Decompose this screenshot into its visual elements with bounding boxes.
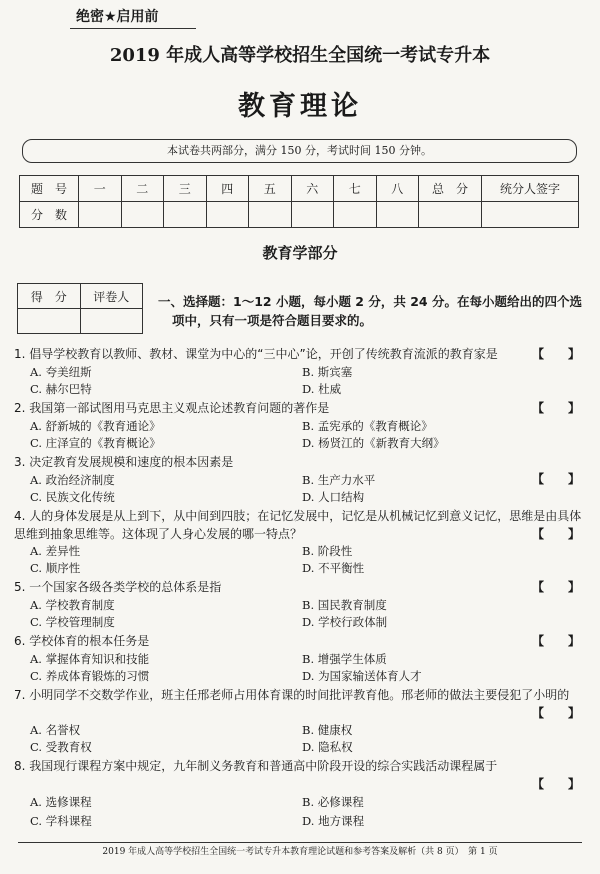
grader-table bbox=[17, 283, 143, 334]
question-1-stem: 1. 倡导学校教育以教师、教材、课堂为中心的“三中心”论，开创了传统教育流派的教育家是 bbox=[14, 347, 498, 361]
question-4-answer-bracket: 【 】 bbox=[531, 527, 580, 541]
question-4-stem: 4. 人的身体发展是从上到下，从中间到四肢；在记忆发展中，记忆是从机械记忆到意义记忆，思维是由具体思维到抽象思维等。这体现了人身心发展的哪一特点？ bbox=[14, 509, 582, 541]
question-2-answer-bracket: 【 】 bbox=[531, 401, 580, 415]
question-4-option-d: D. 不平衡性 bbox=[302, 561, 365, 575]
score-col-1: 一 bbox=[79, 176, 122, 202]
score-col-4: 四 bbox=[206, 176, 249, 202]
section-title: 教育学部分 bbox=[262, 244, 338, 262]
instruction-line-2: 项中，只有一项是符合题目要求的。 bbox=[172, 313, 373, 328]
score-cell bbox=[249, 202, 292, 228]
subject-title: 教育理论 bbox=[238, 91, 362, 122]
question-2-option-a: A. 舒新城的《教育通论》 bbox=[30, 419, 161, 433]
question-4-option-a: A. 差异性 bbox=[30, 544, 81, 558]
question-7-stem: 7. 小明同学不交数学作业，班主任邢老师占用体育课的时间批评教育他。邢老师的做法主要侵犯了小明的 bbox=[14, 688, 570, 702]
question-3-option-d: D. 人口结构 bbox=[302, 490, 365, 504]
question-4-option-b: B. 阶段性 bbox=[302, 544, 353, 558]
exam-title: 2019 年成人高等学校招生全国统一考试专升本 bbox=[109, 45, 491, 66]
score-cell bbox=[419, 202, 482, 228]
score-value-label: 分 数 bbox=[20, 202, 79, 228]
question-6-stem: 6. 学校体育的根本任务是 bbox=[14, 634, 150, 648]
question-3-option-b: B. 生产力水平 bbox=[302, 473, 376, 487]
score-col-2: 二 bbox=[121, 176, 164, 202]
score-table-header-row bbox=[20, 176, 579, 202]
question-2-option-d: D. 杨贤江的《新教育大纲》 bbox=[302, 436, 445, 450]
score-cell bbox=[376, 202, 419, 228]
score-cell bbox=[291, 202, 334, 228]
question-5-option-c: C. 学校管理制度 bbox=[30, 615, 115, 629]
question-2-option-b: B. 孟宪承的《教育概论》 bbox=[302, 419, 433, 433]
question-1-option-c: C. 赫尔巴特 bbox=[30, 382, 92, 396]
question-7-option-c: C. 受教育权 bbox=[30, 740, 92, 754]
question-3-option-c: C. 民族文化传统 bbox=[30, 490, 115, 504]
question-5-answer-bracket: 【 】 bbox=[531, 580, 580, 594]
score-table-value-row bbox=[20, 202, 579, 228]
question-6-option-b: B. 增强学生体质 bbox=[302, 652, 387, 666]
score-cell bbox=[482, 202, 579, 228]
question-1-option-d: D. 杜威 bbox=[302, 382, 342, 396]
grader-person-cell bbox=[80, 309, 143, 334]
score-col-3: 三 bbox=[164, 176, 207, 202]
question-8-answer-bracket: 【 】 bbox=[531, 777, 580, 791]
question-7-option-d: D. 隐私权 bbox=[302, 740, 353, 754]
question-7-option-b: B. 健康权 bbox=[302, 723, 353, 737]
question-5-option-a: A. 学校教育制度 bbox=[30, 598, 115, 612]
score-row-label: 题 号 bbox=[20, 176, 79, 202]
question-3-answer-bracket: 【 】 bbox=[531, 472, 580, 486]
question-4-option-c: C. 顺序性 bbox=[30, 561, 81, 575]
grader-score-label: 得 分 bbox=[18, 284, 81, 309]
grader-person-label: 评卷人 bbox=[80, 284, 143, 309]
question-6-option-d: D. 为国家输送体育人才 bbox=[302, 669, 422, 683]
question-5-option-b: B. 国民教育制度 bbox=[302, 598, 387, 612]
score-cell bbox=[79, 202, 122, 228]
grader-score-cell bbox=[18, 309, 81, 334]
score-cell bbox=[121, 202, 164, 228]
exam-notice: 本试卷共两部分，满分 150 分，考试时间 150 分钟。 bbox=[22, 139, 577, 163]
question-6-option-c: C. 养成体育锻炼的习惯 bbox=[30, 669, 150, 683]
question-8-option-b: B. 必修课程 bbox=[302, 795, 364, 809]
score-col-signer: 统分人签字 bbox=[482, 176, 579, 202]
question-1-option-a: A. 夸美纽斯 bbox=[30, 365, 92, 379]
question-3-option-a: A. 政治经济制度 bbox=[30, 473, 115, 487]
score-cell bbox=[334, 202, 377, 228]
score-table bbox=[19, 175, 579, 228]
instruction-line-1: 一、选择题：1～12 小题，每小题 2 分，共 24 分。在每小题给出的四个选 bbox=[158, 294, 582, 309]
question-2-option-c: C. 庄泽宣的《教育概论》 bbox=[30, 436, 161, 450]
question-2-stem: 2. 我国第一部试图用马克思主义观点论述教育问题的著作是 bbox=[14, 401, 330, 415]
question-5-stem: 5. 一个国家各级各类学校的总体系是指 bbox=[14, 580, 222, 594]
question-3-stem: 3. 决定教育发展规模和速度的根本因素是 bbox=[14, 455, 234, 469]
question-6-answer-bracket: 【 】 bbox=[531, 634, 580, 648]
question-7-option-a: A. 名誉权 bbox=[30, 723, 81, 737]
score-col-8: 八 bbox=[376, 176, 419, 202]
score-col-5: 五 bbox=[249, 176, 292, 202]
score-col-6: 六 bbox=[291, 176, 334, 202]
question-8-option-c: C. 学科课程 bbox=[30, 814, 92, 828]
question-7-answer-bracket: 【 】 bbox=[531, 706, 580, 720]
section-instructions bbox=[158, 292, 588, 330]
score-cell bbox=[164, 202, 207, 228]
question-8-stem: 8. 我国现行课程方案中规定，九年制义务教育和普通高中阶段开设的综合实践活动课程属于 bbox=[14, 759, 498, 773]
secret-mark: 绝密★启用前 bbox=[70, 6, 196, 29]
question-8-option-a: A. 选修课程 bbox=[30, 795, 92, 809]
question-1-answer-bracket: 【 】 bbox=[531, 347, 580, 361]
question-5-option-d: D. 学校行政体制 bbox=[302, 615, 388, 629]
score-col-7: 七 bbox=[334, 176, 377, 202]
footer-divider bbox=[18, 842, 582, 843]
question-6-option-a: A. 掌握体育知识和技能 bbox=[30, 652, 150, 666]
question-8-option-d: D. 地方课程 bbox=[302, 814, 365, 828]
score-col-total: 总 分 bbox=[419, 176, 482, 202]
page-footer: 2019 年成人高等学校招生全国统一考试专升本教育理论试题和参考答案及解析（共 8 页） 第 1 页 bbox=[102, 847, 498, 857]
score-cell bbox=[206, 202, 249, 228]
question-1-option-b: B. 斯宾塞 bbox=[302, 365, 353, 379]
